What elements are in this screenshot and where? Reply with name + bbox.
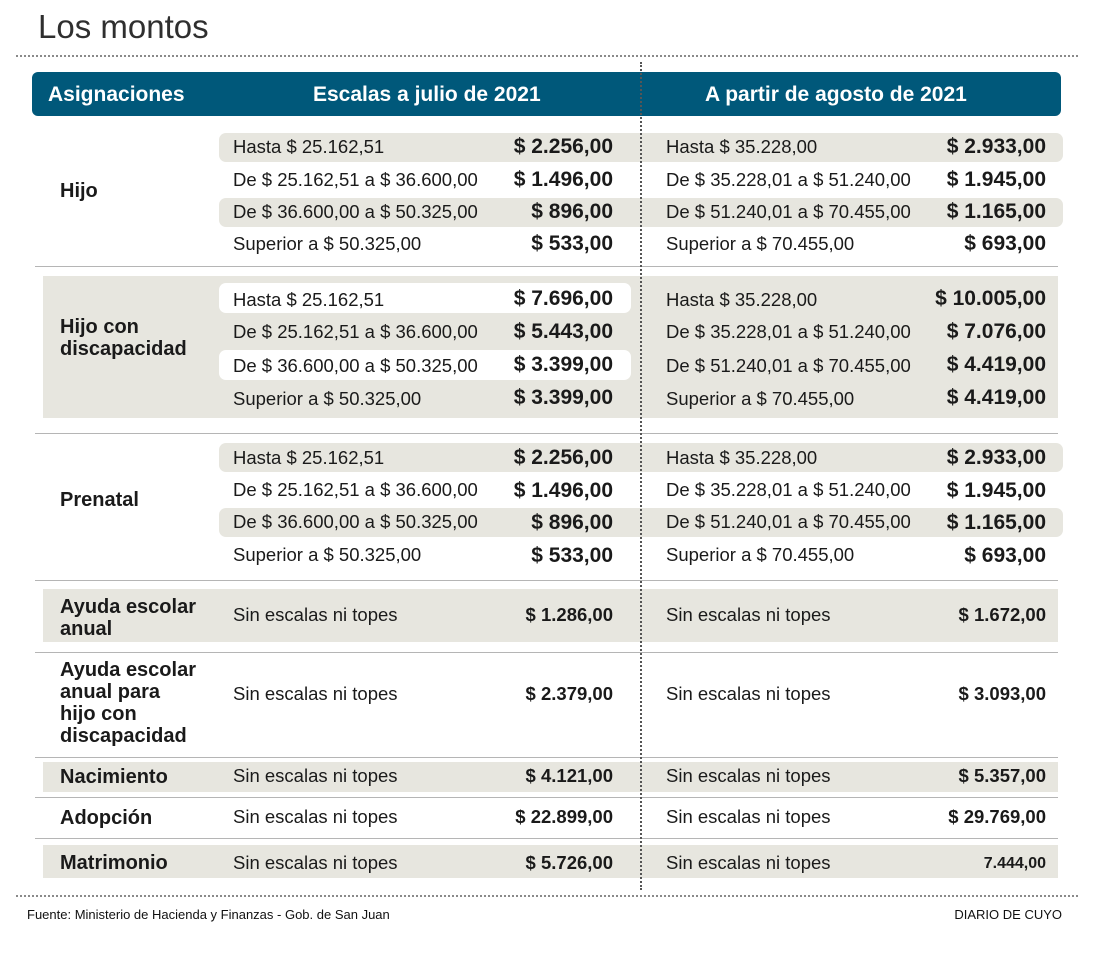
source-note: Fuente: Ministerio de Hacienda y Finanzas - Gob. de San Juan [27,907,390,922]
section-divider [35,797,1058,798]
table-header [32,72,1061,116]
amount-value: $ 693,00 [964,232,1046,255]
amount-value: $ 896,00 [531,200,613,223]
category-adopcion: Adopción [60,807,153,829]
scale-label: De $ 51.240,01 a $ 70.455,00 [666,511,911,532]
scale-label: De $ 36.600,00 a $ 50.325,00 [233,511,478,532]
header-agosto: A partir de agosto de 2021 [705,83,967,106]
section-divider [35,433,1058,434]
category-ayuda-escolar-discapacidad: anual para [60,681,161,703]
amount-value: $ 2.933,00 [946,446,1046,469]
scale-label: Sin escalas ni topes [666,683,831,704]
scale-label: De $ 35.228,01 a $ 51.240,00 [666,321,911,342]
amount-value: $ 4.419,00 [946,353,1046,376]
scale-label: Hasta $ 35.228,00 [666,136,818,157]
category-ayuda-escolar-discapacidad: hijo con [60,703,137,725]
amount-value: $ 5.357,00 [958,765,1046,786]
scale-label: Hasta $ 25.162,51 [233,136,385,157]
amount-value: $ 896,00 [531,511,613,534]
scale-label: Sin escalas ni topes [666,604,831,625]
page-title: Los montos [38,8,209,45]
section-divider [35,266,1058,267]
scale-label: De $ 25.162,51 a $ 36.600,00 [233,321,478,342]
header-asignaciones: Asignaciones [48,83,185,106]
amount-value: $ 10.005,00 [935,287,1046,310]
scale-label: Sin escalas ni topes [233,765,398,786]
brand-label: DIARIO DE CUYO [954,907,1062,922]
scale-label: De $ 25.162,51 a $ 36.600,00 [233,479,478,500]
top-dotted-divider [16,55,1078,57]
amount-value: $ 3.399,00 [513,386,613,409]
scale-label: Sin escalas ni topes [233,683,398,704]
scale-label: De $ 35.228,01 a $ 51.240,00 [666,479,911,500]
category-hijo-discapacidad: Hijo con [60,316,139,338]
amount-value: $ 22.899,00 [515,806,613,827]
scale-label: De $ 25.162,51 a $ 36.600,00 [233,169,478,190]
amount-value: $ 1.496,00 [513,479,613,502]
category-matrimonio: Matrimonio [60,852,168,874]
scale-label: Superior a $ 50.325,00 [233,544,422,565]
section-divider [35,757,1058,758]
scale-label: De $ 51.240,01 a $ 70.455,00 [666,355,911,376]
amount-value: $ 1.286,00 [525,604,613,625]
amount-value: $ 4.121,00 [525,765,613,786]
category-ayuda-escolar-discapacidad: Ayuda escolar [60,659,196,681]
scale-label: Hasta $ 35.228,00 [666,447,818,468]
scale-label: Hasta $ 25.162,51 [233,447,385,468]
scale-label: Sin escalas ni topes [233,852,398,873]
scale-label: Sin escalas ni topes [666,852,831,873]
category-hijo-discapacidad: discapacidad [60,338,187,360]
scale-label: Sin escalas ni topes [233,604,398,625]
amount-value: $ 2.256,00 [513,446,613,469]
scale-label: Superior a $ 70.455,00 [666,233,855,254]
scale-label: De $ 51.240,01 a $ 70.455,00 [666,201,911,222]
scale-label: Superior a $ 50.325,00 [233,388,422,409]
scale-label: Superior a $ 50.325,00 [233,233,422,254]
category-ayuda-escolar-discapacidad: discapacidad [60,725,187,747]
bottom-dotted-divider [16,895,1078,897]
amount-value: $ 1.165,00 [946,200,1046,223]
category-ayuda-escolar: anual [60,618,113,640]
scale-label: Sin escalas ni topes [666,765,831,786]
scale-label: Hasta $ 25.162,51 [233,289,385,310]
category-ayuda-escolar: Ayuda escolar [60,596,196,618]
amount-value: $ 29.769,00 [948,806,1046,827]
amount-value: $ 3.093,00 [958,683,1046,704]
category-hijo: Hijo [60,180,98,202]
header-julio: Escalas a julio de 2021 [313,83,541,106]
scale-label: De $ 35.228,01 a $ 51.240,00 [666,169,911,190]
amount-value: $ 1.496,00 [513,168,613,191]
amount-value: 7.444,00 [983,855,1046,872]
category-prenatal: Prenatal [60,489,139,511]
scale-label: Sin escalas ni topes [666,806,831,827]
scale-label: De $ 36.600,00 a $ 50.325,00 [233,355,478,376]
amount-value: $ 533,00 [531,544,613,567]
amount-value: $ 2.256,00 [513,135,613,158]
column-divider [640,62,642,890]
amount-value: $ 1.672,00 [958,604,1046,625]
amount-value: $ 2.933,00 [946,135,1046,158]
scale-label: Hasta $ 35.228,00 [666,289,818,310]
category-nacimiento: Nacimiento [60,766,168,788]
scale-label: De $ 36.600,00 a $ 50.325,00 [233,201,478,222]
scale-label: Superior a $ 70.455,00 [666,544,855,565]
amount-value: $ 1.945,00 [946,479,1046,502]
amount-value: $ 1.945,00 [946,168,1046,191]
amount-value: $ 7.696,00 [513,287,613,310]
amount-value: $ 693,00 [964,544,1046,567]
scale-label: Sin escalas ni topes [233,806,398,827]
amount-value: $ 1.165,00 [946,511,1046,534]
section-divider [35,838,1058,839]
amount-value: $ 3.399,00 [513,353,613,376]
amount-value: $ 533,00 [531,232,613,255]
amount-value: $ 7.076,00 [946,320,1046,343]
section-divider [35,652,1058,653]
amount-value: $ 2.379,00 [525,683,613,704]
amount-value: $ 5.726,00 [525,852,613,873]
section-divider [35,580,1058,581]
scale-label: Superior a $ 70.455,00 [666,388,855,409]
amount-value: $ 5.443,00 [513,320,613,343]
amount-value: $ 4.419,00 [946,386,1046,409]
